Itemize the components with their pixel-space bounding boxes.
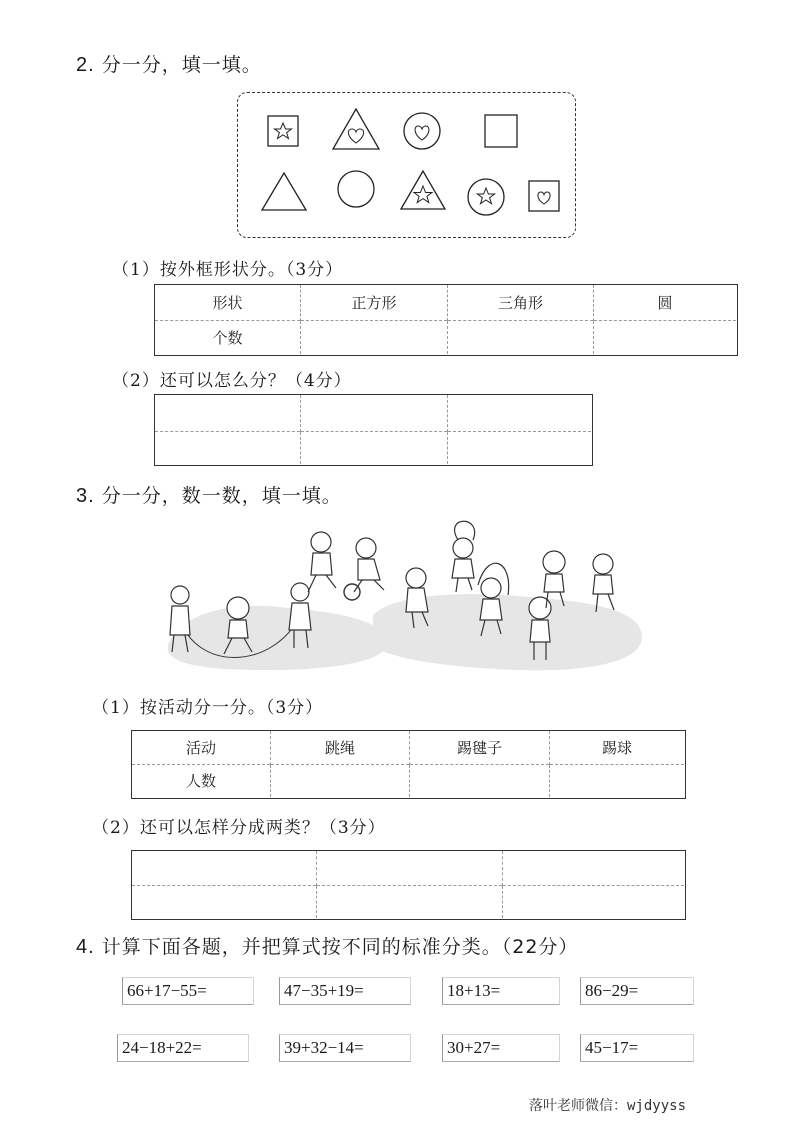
square-icon (485, 115, 517, 147)
circle-with-star-icon (468, 179, 504, 215)
question-2-text: 分一分，填一填。 (101, 54, 262, 76)
question-4-text: 计算下面各题，并把算式按不同的标准分类。（22分） (101, 936, 579, 958)
question-3-title (76, 481, 342, 508)
answer-cell-circle[interactable] (594, 320, 737, 354)
table-row (132, 885, 684, 918)
table-row (155, 431, 591, 464)
answer-cell[interactable] (503, 851, 685, 885)
header-shape: 形状 (212, 293, 243, 312)
question-2-number: 2. (76, 54, 95, 76)
question-3-number: 3. (76, 485, 95, 507)
shape-count-table-frame (154, 284, 738, 356)
circle-with-heart-icon (404, 113, 440, 149)
square-with-star-icon (268, 116, 298, 146)
answer-cell[interactable] (448, 431, 592, 464)
calc-expression[interactable]: 30+27= (442, 1034, 560, 1062)
activity-count-table (132, 731, 684, 797)
answer-cell-triangle[interactable] (448, 320, 594, 354)
question-3-text: 分一分，数一数，填一填。 (101, 485, 342, 507)
calc-expression[interactable]: 66+17−55= (122, 977, 254, 1005)
calc-expression[interactable]: 39+32−14= (279, 1034, 411, 1062)
header-jump-rope: 跳绳 (271, 731, 410, 764)
q3-two-groups-table (132, 851, 684, 918)
table-header-row (132, 731, 684, 764)
triangle-with-star-icon (401, 171, 445, 209)
answer-cell[interactable] (155, 395, 301, 431)
q3-two-groups-frame (131, 850, 686, 920)
q3-part1-label: （1）按活动分一分。（3分） (92, 698, 324, 718)
q2-part1-label: （1）按外框形状分。（3分） (112, 260, 344, 280)
answer-cell[interactable] (301, 431, 448, 464)
header-football: 踢球 (550, 731, 685, 764)
square-with-heart-icon (529, 181, 559, 211)
shapes-panel (237, 92, 576, 238)
question-4-number: 4. (76, 936, 95, 958)
header-activity: 活动 (185, 738, 216, 757)
header-triangle: 三角形 (448, 285, 594, 320)
answer-cell[interactable] (317, 885, 503, 918)
answer-cell[interactable] (132, 851, 317, 885)
header-circle: 圆 (594, 285, 737, 320)
answer-cell[interactable] (317, 851, 503, 885)
calc-expression[interactable]: 47−35+19= (279, 977, 411, 1005)
answer-cell[interactable] (503, 885, 685, 918)
q3-part2-label: （2）还可以怎样分成两类？（3分） (92, 818, 386, 838)
table-row (132, 851, 684, 885)
q2-part2-label: （2）还可以怎么分？（4分） (112, 371, 352, 391)
answer-cell[interactable] (301, 395, 448, 431)
calc-expression[interactable]: 45−17= (580, 1034, 694, 1062)
header-square: 正方形 (301, 285, 448, 320)
row-label-people: 人数 (132, 764, 271, 797)
q2-other-classification-frame (154, 394, 593, 466)
header-shuttlecock: 踢毽子 (410, 731, 550, 764)
table-header-row (155, 285, 736, 320)
table-row (155, 395, 591, 431)
answer-cell-football[interactable] (550, 764, 685, 797)
q2-other-classification-table (155, 395, 591, 464)
answer-cell-square[interactable] (301, 320, 448, 354)
question-2-title (76, 50, 262, 77)
answer-cell[interactable] (448, 395, 592, 431)
children-playing-illustration (158, 520, 648, 675)
calc-expression[interactable]: 18+13= (442, 977, 560, 1005)
shape-count-table (155, 285, 736, 354)
shapes-illustration (238, 93, 577, 239)
calc-expression[interactable]: 24−18+22= (117, 1034, 249, 1062)
footer-contact: 落叶老师微信：wjdyyss (529, 1098, 687, 1114)
circle-icon (338, 171, 374, 207)
question-4-title (76, 932, 578, 959)
table-row (155, 320, 736, 354)
answer-cell[interactable] (132, 885, 317, 918)
row-label-count: 个数 (155, 320, 301, 354)
triangle-with-heart-icon (333, 109, 379, 149)
activity-count-table-frame (131, 730, 686, 799)
ground-shadow-left (168, 606, 389, 670)
answer-cell[interactable] (155, 431, 301, 464)
calc-expression[interactable]: 86−29= (580, 977, 694, 1005)
answer-cell-shuttlecock[interactable] (410, 764, 550, 797)
triangle-icon (262, 173, 306, 210)
table-row (132, 764, 684, 797)
answer-cell-jump-rope[interactable] (271, 764, 410, 797)
